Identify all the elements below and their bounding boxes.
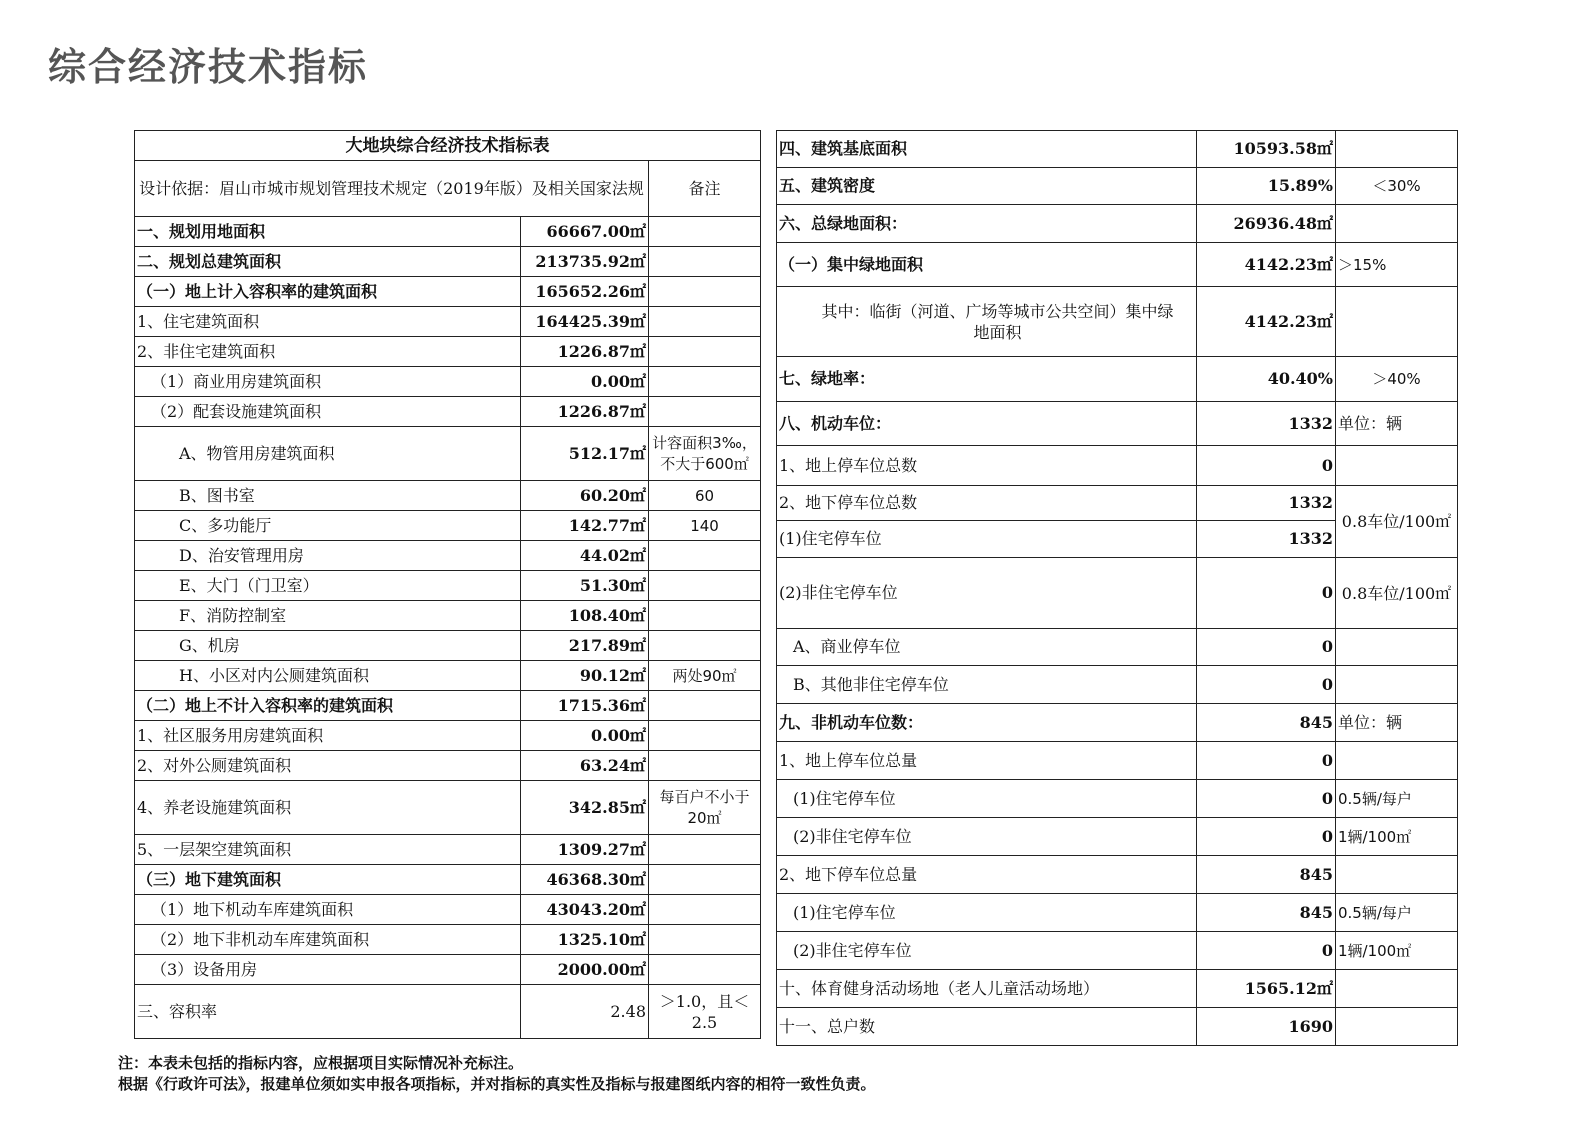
table-row [135, 835, 761, 865]
row-value: 845 [1197, 704, 1336, 742]
table-row [135, 895, 761, 925]
row-value: 4142.23㎡ [1197, 287, 1336, 357]
row-note [649, 601, 761, 631]
row-label: A、商业停车位 [777, 629, 1197, 666]
row-note [1336, 629, 1458, 666]
row-value: 165652.26㎡ [521, 277, 649, 307]
table-row [135, 661, 761, 691]
row-value: 51.30㎡ [521, 571, 649, 601]
row-label: E、大门（门卫室） [135, 571, 521, 601]
row-note [649, 307, 761, 337]
note-header: 备注 [649, 161, 761, 217]
row-label: G、机房 [135, 631, 521, 661]
row-value: 0.00㎡ [521, 721, 649, 751]
row-note [1336, 856, 1458, 894]
table-row [777, 818, 1458, 856]
row-value: 0 [1197, 629, 1336, 666]
table-row [777, 205, 1458, 243]
row-note [649, 277, 761, 307]
table-row [135, 277, 761, 307]
table-row [777, 558, 1458, 629]
row-note: 计容面积3‰，不大于600㎡ [649, 427, 761, 481]
row-note: 0.8车位/100㎡ [1336, 558, 1458, 629]
table-row [135, 751, 761, 781]
row-note: 60 [649, 481, 761, 511]
table-row [135, 541, 761, 571]
row-value: 213735.92㎡ [521, 247, 649, 277]
footnotes [118, 1053, 876, 1095]
row-note [1336, 742, 1458, 780]
row-label: 一、规划用地面积 [135, 217, 521, 247]
table-row [777, 704, 1458, 742]
row-value: 46368.30㎡ [521, 865, 649, 895]
row-note: 单位：辆 [1336, 704, 1458, 742]
row-note: 0.8车位/100㎡ [1336, 486, 1458, 558]
row-label: （1）商业用房建筑面积 [135, 367, 521, 397]
row-value: 63.24㎡ [521, 751, 649, 781]
row-value: 15.89% [1197, 168, 1336, 205]
table-row [135, 601, 761, 631]
row-value: 0 [1197, 558, 1336, 629]
row-value: 44.02㎡ [521, 541, 649, 571]
row-note: ＞1.0，且＜2.5 [649, 985, 761, 1039]
row-value: 1332 [1197, 486, 1336, 521]
footnote-line: 根据《行政许可法》，报建单位须如实申报各项指标，并对指标的真实性及指标与报建图纸内容的相符一致性负责。 [118, 1075, 876, 1093]
table-row [135, 511, 761, 541]
row-label: 2、非住宅建筑面积 [135, 337, 521, 367]
row-note [649, 217, 761, 247]
row-note: ＞40% [1336, 357, 1458, 402]
design-basis: 设计依据：眉山市城市规划管理技术规定（2019年版）及相关国家法规 [135, 161, 649, 217]
row-value: 845 [1197, 856, 1336, 894]
row-note [649, 835, 761, 865]
row-value: 43043.20㎡ [521, 895, 649, 925]
table-row [777, 486, 1458, 521]
row-value: 66667.00㎡ [521, 217, 649, 247]
row-note [649, 895, 761, 925]
row-value: 108.40㎡ [521, 601, 649, 631]
table-row [777, 287, 1458, 357]
row-note: 两处90㎡ [649, 661, 761, 691]
row-value: 90.12㎡ [521, 661, 649, 691]
table-row [135, 985, 761, 1039]
row-note [1336, 666, 1458, 704]
row-value: 0 [1197, 932, 1336, 970]
table-row [777, 780, 1458, 818]
row-note: 0.5辆/每户 [1336, 780, 1458, 818]
row-label: (1)住宅停车位 [777, 894, 1197, 932]
row-label: D、治安管理用房 [135, 541, 521, 571]
row-label: A、物管用房建筑面积 [135, 427, 521, 481]
row-label: 六、总绿地面积： [777, 205, 1197, 243]
row-note [649, 571, 761, 601]
row-note [649, 925, 761, 955]
row-label: 七、绿地率： [777, 357, 1197, 402]
table-row [135, 217, 761, 247]
row-note: ＞15% [1336, 243, 1458, 287]
row-label: 2、对外公厕建筑面积 [135, 751, 521, 781]
row-value: 60.20㎡ [521, 481, 649, 511]
row-value: 0 [1197, 818, 1336, 856]
table-row [135, 781, 761, 835]
row-label: 其中：临街（河道、广场等城市公共空间）集中绿地面积 [777, 287, 1197, 357]
row-value: 0 [1197, 780, 1336, 818]
row-value: 26936.48㎡ [1197, 205, 1336, 243]
row-value: 0 [1197, 742, 1336, 780]
row-note [649, 955, 761, 985]
row-label: F、消防控制室 [135, 601, 521, 631]
table-row [777, 357, 1458, 402]
row-label: （三）地下建筑面积 [135, 865, 521, 895]
table-row [135, 925, 761, 955]
indicator-table-left [134, 130, 761, 1039]
row-value: 1565.12㎡ [1197, 970, 1336, 1008]
row-value: 142.77㎡ [521, 511, 649, 541]
row-label: (2)非住宅停车位 [777, 932, 1197, 970]
row-label: (2)非住宅停车位 [777, 558, 1197, 629]
row-note [1336, 970, 1458, 1008]
row-value: 40.40% [1197, 357, 1336, 402]
row-note [1336, 205, 1458, 243]
row-label: B、图书室 [135, 481, 521, 511]
row-note: 140 [649, 511, 761, 541]
row-note: 0.5辆/每户 [1336, 894, 1458, 932]
row-label: （2）配套设施建筑面积 [135, 397, 521, 427]
row-note [1336, 131, 1458, 168]
row-value: 4142.23㎡ [1197, 243, 1336, 287]
table-row [135, 307, 761, 337]
row-value: 217.89㎡ [521, 631, 649, 661]
row-value: 1226.87㎡ [521, 397, 649, 427]
table-row [135, 427, 761, 481]
row-label: 三、容积率 [135, 985, 521, 1039]
indicator-table-right [776, 130, 1458, 1046]
row-value: 2000.00㎡ [521, 955, 649, 985]
page-title: 综合经济技术指标 [48, 45, 369, 89]
table-row [135, 337, 761, 367]
row-value: 1226.87㎡ [521, 337, 649, 367]
table-row [777, 168, 1458, 205]
row-label: (1)住宅停车位 [777, 780, 1197, 818]
row-note [649, 247, 761, 277]
row-note: 1辆/100㎡ [1336, 818, 1458, 856]
row-label: 1、地上停车位总量 [777, 742, 1197, 780]
table-caption: 大地块综合经济技术指标表 [135, 131, 761, 161]
row-value: 342.85㎡ [521, 781, 649, 835]
row-value: 1332 [1197, 521, 1336, 558]
row-note: 1辆/100㎡ [1336, 932, 1458, 970]
row-label: 二、规划总建筑面积 [135, 247, 521, 277]
table-row [777, 629, 1458, 666]
row-label: B、其他非住宅停车位 [777, 666, 1197, 704]
row-label: 九、非机动车位数： [777, 704, 1197, 742]
row-label: （3）设备用房 [135, 955, 521, 985]
row-label: (1)住宅停车位 [777, 521, 1197, 558]
row-label: (2)非住宅停车位 [777, 818, 1197, 856]
row-note [649, 631, 761, 661]
row-note: 每百户不小于20㎡ [649, 781, 761, 835]
row-value: 1715.36㎡ [521, 691, 649, 721]
row-label: 十、体育健身活动场地（老人儿童活动场地） [777, 970, 1197, 1008]
row-value: 845 [1197, 894, 1336, 932]
row-note [1336, 287, 1458, 357]
row-label: 1、社区服务用房建筑面积 [135, 721, 521, 751]
row-note: 单位：辆 [1336, 402, 1458, 446]
row-note [649, 691, 761, 721]
row-note [649, 865, 761, 895]
row-note: ＜30% [1336, 168, 1458, 205]
table-row [777, 856, 1458, 894]
table-row [777, 894, 1458, 932]
table-row [777, 402, 1458, 446]
row-note [649, 721, 761, 751]
table-row [135, 955, 761, 985]
row-note [1336, 1008, 1458, 1046]
table-row [135, 631, 761, 661]
row-label: 八、机动车位： [777, 402, 1197, 446]
row-label: 2、地下停车位总数 [777, 486, 1197, 521]
table-row [135, 481, 761, 511]
row-note [649, 751, 761, 781]
row-label: 十一、总户数 [777, 1008, 1197, 1046]
table-row [777, 1008, 1458, 1046]
table-row [777, 446, 1458, 486]
table-row [135, 367, 761, 397]
row-label: 2、地下停车位总量 [777, 856, 1197, 894]
row-note [1336, 446, 1458, 486]
row-value: 0 [1197, 666, 1336, 704]
row-label: 五、建筑密度 [777, 168, 1197, 205]
row-value: 1332 [1197, 402, 1336, 446]
row-label: 1、地上停车位总数 [777, 446, 1197, 486]
row-label: （一）地上计入容积率的建筑面积 [135, 277, 521, 307]
row-label: （1）地下机动车库建筑面积 [135, 895, 521, 925]
row-note [649, 541, 761, 571]
row-label: 5、一层架空建筑面积 [135, 835, 521, 865]
row-value: 512.17㎡ [521, 427, 649, 481]
row-label: 1、住宅建筑面积 [135, 307, 521, 337]
table-row [777, 932, 1458, 970]
table-row [135, 397, 761, 427]
row-value: 2.48 [521, 985, 649, 1039]
row-value: 1325.10㎡ [521, 925, 649, 955]
row-label: （一）集中绿地面积 [777, 243, 1197, 287]
row-value: 1690 [1197, 1008, 1336, 1046]
table-row [135, 571, 761, 601]
row-note [649, 397, 761, 427]
row-note [649, 337, 761, 367]
table-row [135, 865, 761, 895]
table-row [777, 742, 1458, 780]
row-note [649, 367, 761, 397]
row-label: （二）地上不计入容积率的建筑面积 [135, 691, 521, 721]
row-value: 0.00㎡ [521, 367, 649, 397]
row-label: （2）地下非机动车库建筑面积 [135, 925, 521, 955]
table-row [135, 691, 761, 721]
table-row [777, 131, 1458, 168]
table-row [777, 970, 1458, 1008]
row-label: H、小区对内公厕建筑面积 [135, 661, 521, 691]
row-value: 164425.39㎡ [521, 307, 649, 337]
row-label: 四、建筑基底面积 [777, 131, 1197, 168]
row-value: 1309.27㎡ [521, 835, 649, 865]
row-value: 0 [1197, 446, 1336, 486]
table-row [777, 243, 1458, 287]
row-value: 10593.58㎡ [1197, 131, 1336, 168]
row-label: C、多功能厅 [135, 511, 521, 541]
table-row [777, 666, 1458, 704]
row-label: 4、养老设施建筑面积 [135, 781, 521, 835]
table-row [135, 721, 761, 751]
table-row [135, 247, 761, 277]
footnote-line: 注：本表未包括的指标内容，应根据项目实际情况补充标注。 [118, 1054, 524, 1072]
